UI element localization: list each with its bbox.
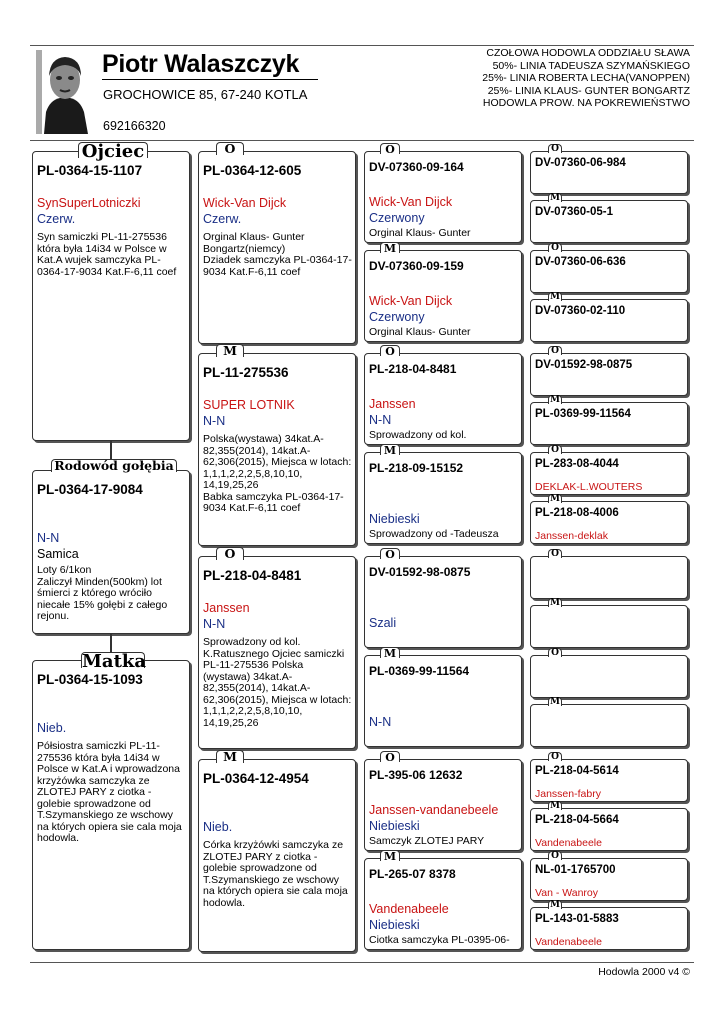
gen3-card-2 — [364, 250, 522, 342]
gen4-sex-label-1: O — [548, 144, 562, 153]
gen4-card-2 — [530, 200, 688, 243]
gen3-ring-2: DV-07360-09-159 — [369, 259, 464, 273]
gen4-card-3 — [530, 250, 688, 293]
pigeon-card — [32, 470, 190, 634]
gen3-card-1 — [364, 151, 522, 243]
pigeon-label: Rodowód gołębia — [51, 459, 177, 472]
gen4-sex-label-3: O — [548, 243, 562, 252]
breeding-line-4: 25%- LINIA KLAUS- GUNTER BONGARTZ — [487, 84, 690, 97]
ff-card — [198, 151, 356, 344]
gen3-ring-5: DV-01592-98-0875 — [369, 565, 471, 579]
fm-sex-label: M — [216, 344, 244, 357]
gen4-card-15 — [530, 858, 688, 901]
gen3-ring-8: PL-265-07 8378 — [369, 867, 456, 881]
gen4-sex-label-14: M — [548, 801, 562, 810]
gen4-ring-1: DV-07360-06-984 — [535, 157, 626, 169]
fm-name: SUPER LOTNIK — [203, 398, 295, 412]
gen4-name-8: Janssen-deklak — [535, 530, 608, 542]
breeding-description — [482, 47, 690, 110]
gen3-ring-1: DV-07360-09-164 — [369, 160, 464, 174]
gen4-card-6 — [530, 402, 688, 445]
father-ring: PL-0364-15-1107 — [37, 163, 143, 178]
ff-color: Czerw. — [203, 212, 242, 226]
gen4-ring-8: PL-218-08-4006 — [535, 507, 619, 519]
gen3-sex-label-3: O — [380, 345, 400, 356]
breeder-photo — [36, 50, 94, 134]
ff-sex-label: O — [216, 142, 244, 155]
gen3-notes-2: Orginal Klaus- Gunter — [369, 326, 471, 338]
gen4-card-5 — [530, 353, 688, 396]
gen3-sex-label-6: M — [380, 647, 400, 658]
pigeon-sex: Samica — [37, 547, 79, 561]
gen4-ring-6: PL-0369-99-11564 — [535, 408, 631, 420]
gen4-name-15: Van - Wanroy — [535, 887, 599, 899]
gen3-color-3: N-N — [369, 413, 392, 427]
ff-name: Wick-Van Dijck — [203, 196, 287, 210]
gen4-ring-13: PL-218-04-5614 — [535, 765, 619, 777]
gen3-color-1: Czerwony — [369, 211, 425, 225]
gen3-sex-label-4: M — [380, 444, 400, 455]
mf-sex-label: O — [216, 547, 244, 560]
gen3-notes-1: Orginal Klaus- Gunter — [369, 227, 471, 239]
mf-card — [198, 556, 356, 749]
father-label: Ojciec — [78, 142, 148, 158]
gen4-sex-label-11: O — [548, 648, 562, 657]
gen4-sex-label-16: M — [548, 900, 562, 909]
breeder-name: Piotr Walaszczyk — [102, 50, 300, 78]
gen4-sex-label-13: O — [548, 752, 562, 761]
gen3-card-8 — [364, 858, 522, 950]
mf-notes: Sprowadzony od kol. K.Ratusznego Ojciec samiczki PL-11-275536 Polska (wystawa) 34kat.A-82,355(2014), 14kat.A-62,306(2015), Miejsca w lotach: 1,1,1,2,2,2,5,8,10,10, 14,19,25,26 — [203, 636, 352, 729]
gen4-card-12 — [530, 704, 688, 747]
gen4-ring-5: DV-01592-98-0875 — [535, 359, 633, 371]
gen4-sex-label-4: M — [548, 292, 562, 301]
mother-color: Nieb. — [37, 721, 67, 735]
gen4-ring-4: DV-07360-02-110 — [535, 305, 626, 317]
mother-notes: Półsiostra samiczki PL-11-275536 która była 14i34 w Polsce w Kat.A i wprowadzona krzyżówka samczyka ze ZLOTEJ PARY z ciotka - golebie sprowadzone od T.Szymanskiego ze wschowy na których opiera sie cala moja hodowla. — [37, 740, 182, 844]
gen3-notes-8: Ciotka samczyka PL-0395-06- — [369, 934, 510, 946]
breeding-line-2: 50%- LINIA TADEUSZA SZYMAŃSKIEGO — [492, 59, 690, 72]
gen4-card-9 — [530, 556, 688, 599]
father-card — [32, 151, 190, 441]
gen4-sex-label-6: M — [548, 395, 562, 404]
mm-sex-label: M — [216, 750, 244, 763]
gen4-card-16 — [530, 907, 688, 950]
breeder-phone: 692166320 — [103, 119, 166, 133]
gen4-card-1 — [530, 151, 688, 194]
gen4-name-13: Janssen-fabry — [535, 788, 601, 800]
gen3-name-7: Janssen-vandanebeele — [369, 803, 499, 817]
gen3-notes-4: Sprowadzony od -Tadeusza — [369, 528, 499, 540]
gen4-name-16: Vandenabeele — [535, 936, 602, 948]
gen3-card-4 — [364, 452, 522, 544]
gen3-card-5 — [364, 556, 522, 648]
gen4-sex-label-10: M — [548, 598, 562, 607]
father-name: SynSuperLotniczki — [37, 196, 141, 210]
mf-ring: PL-218-04-8481 — [203, 568, 302, 583]
gen3-name-3: Janssen — [369, 397, 416, 411]
gen3-sex-label-8: M — [380, 850, 400, 861]
fm-ring: PL-11-275536 — [203, 365, 289, 380]
mm-notes: Córka krzyżówki samczyka ze ZLOTEJ PARY z ciotka - golebie sprowadzone od T.Szymanskiego ze wschowy na których opiera sie cala moja hodowla. — [203, 839, 348, 909]
gen3-ring-4: PL-218-09-15152 — [369, 461, 464, 475]
gen4-sex-label-9: O — [548, 549, 562, 558]
gen3-card-3 — [364, 353, 522, 445]
gen3-color-5: Szali — [369, 616, 397, 630]
gen3-sex-label-7: O — [380, 751, 400, 762]
mm-card — [198, 759, 356, 952]
gen4-ring-16: PL-143-01-5883 — [535, 913, 619, 925]
breeding-line-5: HODOWLA PROW. NA POKREWIEŃSTWO — [482, 97, 690, 109]
fm-card — [198, 353, 356, 546]
mm-ring: PL-0364-12-4954 — [203, 771, 309, 786]
gen3-sex-label-5: O — [380, 548, 400, 559]
gen4-card-11 — [530, 655, 688, 698]
gen4-sex-label-8: M — [548, 494, 562, 503]
mother-ring: PL-0364-15-1093 — [37, 672, 143, 687]
breeding-line-1: CZOŁOWA HODOWLA ODDZIAŁU SŁAWA — [486, 47, 690, 59]
gen4-card-7 — [530, 452, 688, 495]
gen4-ring-7: PL-283-08-4044 — [535, 458, 619, 470]
gen4-card-4 — [530, 299, 688, 342]
pigeon-color: N-N — [37, 531, 60, 545]
gen4-card-14 — [530, 808, 688, 851]
gen3-sex-label-1: O — [380, 143, 400, 154]
gen3-notes-3: Sprowadzony od kol. — [369, 429, 467, 441]
gen3-name-1: Wick-Van Dijck — [369, 195, 453, 209]
gen3-notes-7: Samczyk ZLOTEJ PARY — [369, 835, 485, 847]
fm-notes: Polska(wystawa) 34kat.A-82,355(2014), 14kat.A-62,306(2015), Miejsca w lotach: 1,1,1,2,2,2,5,8,10,10, 14,19,25,26 Babka samczyka PL-0364-17-9034 Kat.F-6,11 coef — [203, 433, 352, 514]
mother-card — [32, 660, 190, 950]
fm-color: N-N — [203, 414, 226, 428]
header-top-rule — [30, 45, 694, 46]
breeder-address: GROCHOWICE 85, 67-240 KOTLA — [103, 87, 308, 102]
gen3-card-6 — [364, 655, 522, 747]
gen3-ring-6: PL-0369-99-11564 — [369, 664, 470, 678]
ff-ring: PL-0364-12-605 — [203, 163, 302, 178]
gen3-name-8: Vandenabeele — [369, 902, 449, 916]
gen4-card-13 — [530, 759, 688, 802]
breeder-name-underline — [102, 79, 318, 80]
father-color: Czerw. — [37, 212, 76, 226]
gen4-card-8 — [530, 501, 688, 544]
gen4-sex-label-2: M — [548, 193, 562, 202]
gen4-sex-label-5: O — [548, 346, 562, 355]
ff-notes: Orginal Klaus- Gunter Bongartz(niemcy) Dziadek samczyka PL-0364-17-9034 Kat.F-6,11 coef — [203, 231, 352, 278]
gen3-color-7: Niebieski — [369, 819, 420, 833]
gen4-name-14: Vandenabeele — [535, 837, 602, 849]
gen4-ring-2: DV-07360-05-1 — [535, 206, 613, 218]
breeding-line-3: 25%- LINIA ROBERTA LECHA(VANOPPEN) — [482, 72, 690, 84]
gen3-ring-7: PL-395-06 12632 — [369, 768, 463, 782]
gen4-card-10 — [530, 605, 688, 648]
gen3-card-7 — [364, 759, 522, 851]
gen3-color-8: Niebieski — [369, 918, 420, 932]
gen4-sex-label-15: O — [548, 851, 562, 860]
gen4-sex-label-12: M — [548, 697, 562, 706]
gen4-name-7: DEKLAK-L.WOUTERS — [535, 481, 643, 493]
mother-label: Matka — [82, 651, 147, 672]
father-notes: Syn samiczki PL-11-275536 która była 14i34 w Polsce w Kat.A wujek samczyka PL-0364-17-9034 Kat.F-6,11 coef — [37, 231, 177, 278]
footer-rule — [30, 962, 694, 963]
pigeon-ring: PL-0364-17-9084 — [37, 482, 143, 497]
gen4-ring-3: DV-07360-06-636 — [535, 256, 626, 268]
gen4-sex-label-7: O — [548, 445, 562, 454]
gen3-color-2: Czerwony — [369, 310, 425, 324]
gen4-ring-14: PL-218-04-5664 — [535, 814, 619, 826]
gen3-ring-3: PL-218-04-8481 — [369, 362, 457, 376]
gen4-ring-15: NL-01-1765700 — [535, 864, 616, 876]
mm-color: Nieb. — [203, 820, 233, 834]
pigeon-notes: Loty 6/1kon Zaliczył Minden(500km) lot śmierci z którego wróciło niecałe 15% gołębi z całego rejonu. — [37, 564, 168, 622]
gen3-sex-label-2: M — [380, 242, 400, 253]
footer-credit: Hodowla 2000 v4 © — [598, 966, 690, 978]
gen3-name-2: Wick-Van Dijck — [369, 294, 453, 308]
gen3-color-4: Niebieski — [369, 512, 420, 526]
mf-name: Janssen — [203, 601, 250, 615]
mf-color: N-N — [203, 617, 226, 631]
gen3-color-6: N-N — [369, 715, 392, 729]
